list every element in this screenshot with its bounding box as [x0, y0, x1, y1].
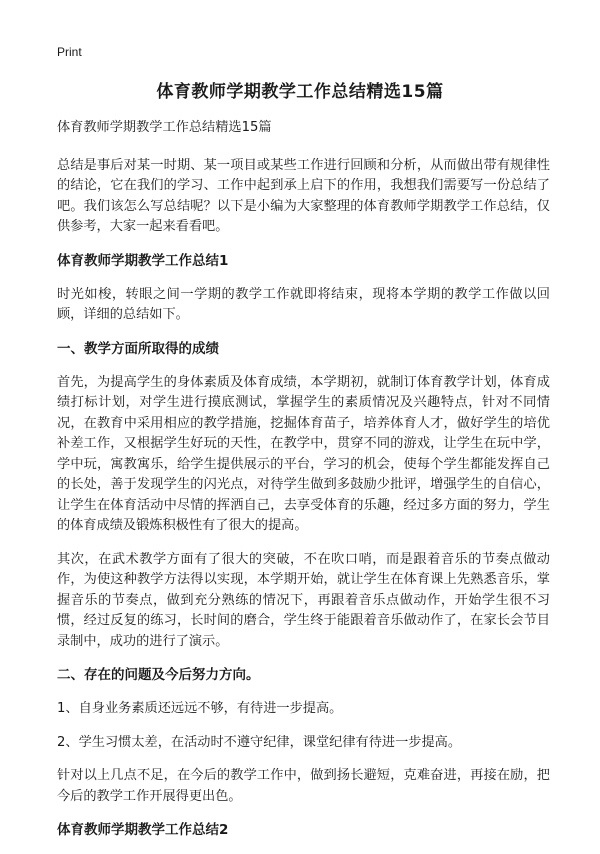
section-heading-2: 体育教师学期教学工作总结2 [57, 822, 229, 838]
article-body [57, 118, 550, 854]
section1-paragraph-2: 首先，为提高学生的身体素质及体育成绩，本学期初，就制订体育教学计划，体育成绩打标计划，对学生进行摸底测试，掌握学生的素质情况及兴趣特点，针对不同情况，在教育中采用相应的教学措施，挖掘体育苗子，培养体育人才，做好学生的培优补差工作，又根据学生好玩的天性，在教学中，贯穿不同的游戏，让学生在玩中学，学中玩，寓教寓乐，给学生提供展示的平台，学习的机会，使每个学生都能发挥自己的长处，善于发现学生的闪光点，对待学生做到多鼓励少批评，增强学生的自信心，让学生在体育活动中尽情的挥洒自己，去享受体育的乐趣，经过多方面的努力，学生的体育成绩及锻炼积极性有了很大的提高。 [57, 374, 550, 533]
section1-paragraph-3: 其次，在武术教学方面有了很大的突破，不在吹口哨，而是跟着音乐的节奏点做动作，为使这种教学方法得以实现，本学期开始，就让学生在体育课上先熟悉音乐，掌握音乐的节奏点，做到充分熟练的情况下，再跟着音乐点做动作，开始学生很不习惯，经过反复的练习，长时间的磨合，学生终于能跟着音乐做动作了，在家长会节目录制中，成功的进行了演示。 [57, 551, 550, 649]
article-subtitle: 体育教师学期教学工作总结精选15篇 [57, 120, 272, 135]
page-title: 体育教师学期教学工作总结精选15篇 [156, 82, 444, 102]
section1-paragraph-4: 针对以上几点不足，在今后的教学工作中，做到扬长避短，克难奋进，再接在励，把今后的教学工作开展得更出色。 [57, 768, 550, 804]
problem-item-2: 2、学生习惯太差，在活动时不遵守纪律，课堂纪律有待进一步提高。 [57, 734, 462, 750]
problems-heading: 二、存在的问题及今后努力方向。 [57, 667, 260, 683]
print-link[interactable]: Print [57, 45, 82, 59]
intro-paragraph: 总结是事后对某一时期、某一项目或某些工作进行回顾和分析，从而做出带有规律性的结论，它在我们的学习、工作中起到承上启下的作用，我想我们需要写一份总结了吧。我们该怎么写总结呢？以下是小编为大家整理的体育教师学期教学工作总结，仅供参考，大家一起来看看吧。 [57, 157, 550, 234]
problem-item-1: 1、自身业务素质还远远不够，有待进一步提高。 [57, 701, 343, 716]
achievements-heading: 一、教学方面所取得的成绩 [57, 340, 219, 357]
section1-paragraph-1: 时光如梭，转眼之间一学期的教学工作就即将结束，现将本学期的教学工作做以回顾，详细的总结如下。 [57, 286, 550, 322]
section-heading-1: 体育教师学期教学工作总结1 [57, 252, 229, 269]
